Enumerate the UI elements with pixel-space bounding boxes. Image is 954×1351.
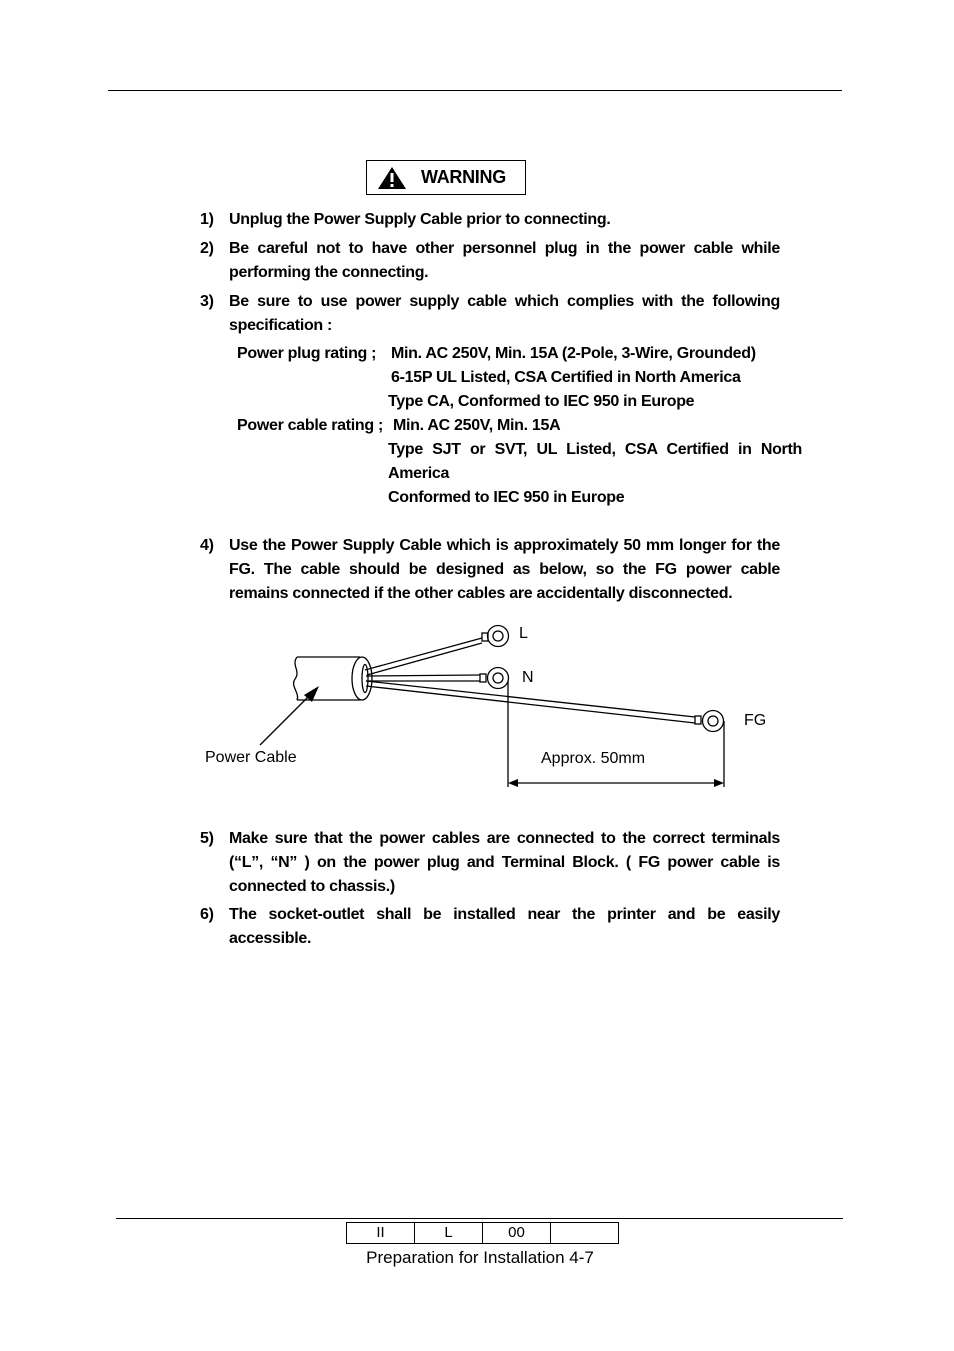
revision-cell: 00 <box>483 1223 551 1244</box>
item-number: 2) <box>200 240 214 257</box>
cable-diagram <box>200 615 800 800</box>
item-text: Be careful not to have other personnel plug in the power cable while performing the connecting. <box>229 240 780 281</box>
footer-rule <box>116 1218 843 1219</box>
list-item <box>200 290 780 338</box>
plug-rating-label: Power plug rating ; <box>237 345 377 362</box>
page-footer: Preparation for Installation 4-7 <box>366 1248 594 1267</box>
wire-n <box>366 668 509 689</box>
item-text: The socket-outlet shall be installed near the printer and be easily accessible. <box>229 906 780 947</box>
warning-box <box>366 160 526 195</box>
item-number: 5) <box>200 830 214 847</box>
item-text: Make sure that the power cables are connected to the correct terminals (“L”, “N” ) on the power plug and Terminal Block. ( FG power cable is connected to chassis.) <box>229 830 780 895</box>
plug-rating-line: Type CA, Conformed to IEC 950 in Europe <box>388 393 695 410</box>
item-number: 3) <box>200 293 214 310</box>
item-number: 6) <box>200 906 214 923</box>
plug-rating-line: 6-15P UL Listed, CSA Certified in North America <box>391 369 741 386</box>
cable-rating-line: Conformed to IEC 950 in Europe <box>388 489 625 506</box>
list-item <box>200 827 780 899</box>
revision-table <box>346 1222 619 1244</box>
label-approx: Approx. 50mm <box>541 750 646 767</box>
warning-label: WARNING <box>421 167 506 187</box>
cable-rating-line: Min. AC 250V, Min. 15A <box>393 417 561 434</box>
item-text: Be sure to use power supply cable which complies with the following specification : <box>229 293 780 334</box>
warning-triangle-icon <box>377 166 407 190</box>
item-number: 1) <box>200 211 214 228</box>
dimension-lines <box>508 681 724 787</box>
list-item <box>200 237 780 285</box>
plug-rating-line: Min. AC 250V, Min. 15A (2-Pole, 3-Wire, Grounded) <box>391 345 756 362</box>
item-text: Unplug the Power Supply Cable prior to connecting. <box>229 211 611 228</box>
label-fg: FG <box>744 712 767 729</box>
item-number: 4) <box>200 537 214 554</box>
revision-cell: II <box>347 1223 415 1244</box>
list-item <box>200 208 780 232</box>
item-text: Use the Power Supply Cable which is approximately 50 mm longer for the FG. The cable should be designed as below, so the FG power cable remains connected if the other cables are accidentally disconnected. <box>229 537 780 602</box>
list-item <box>200 534 780 606</box>
header-rule <box>108 90 842 91</box>
list-item <box>200 903 780 951</box>
wire-fg <box>366 681 724 732</box>
wire-l <box>365 626 509 676</box>
label-power-cable: Power Cable <box>205 749 297 766</box>
cable-leader-line <box>260 693 312 745</box>
label-l: L <box>519 625 528 642</box>
label-n: N <box>522 669 534 686</box>
revision-cell <box>551 1223 619 1244</box>
cable-jacket <box>294 657 372 700</box>
cable-rating-line: Type SJT or SVT, UL Listed, CSA Certified in North America <box>388 441 802 482</box>
revision-cell: L <box>415 1223 483 1244</box>
cable-rating-label: Power cable rating ; <box>237 417 384 434</box>
